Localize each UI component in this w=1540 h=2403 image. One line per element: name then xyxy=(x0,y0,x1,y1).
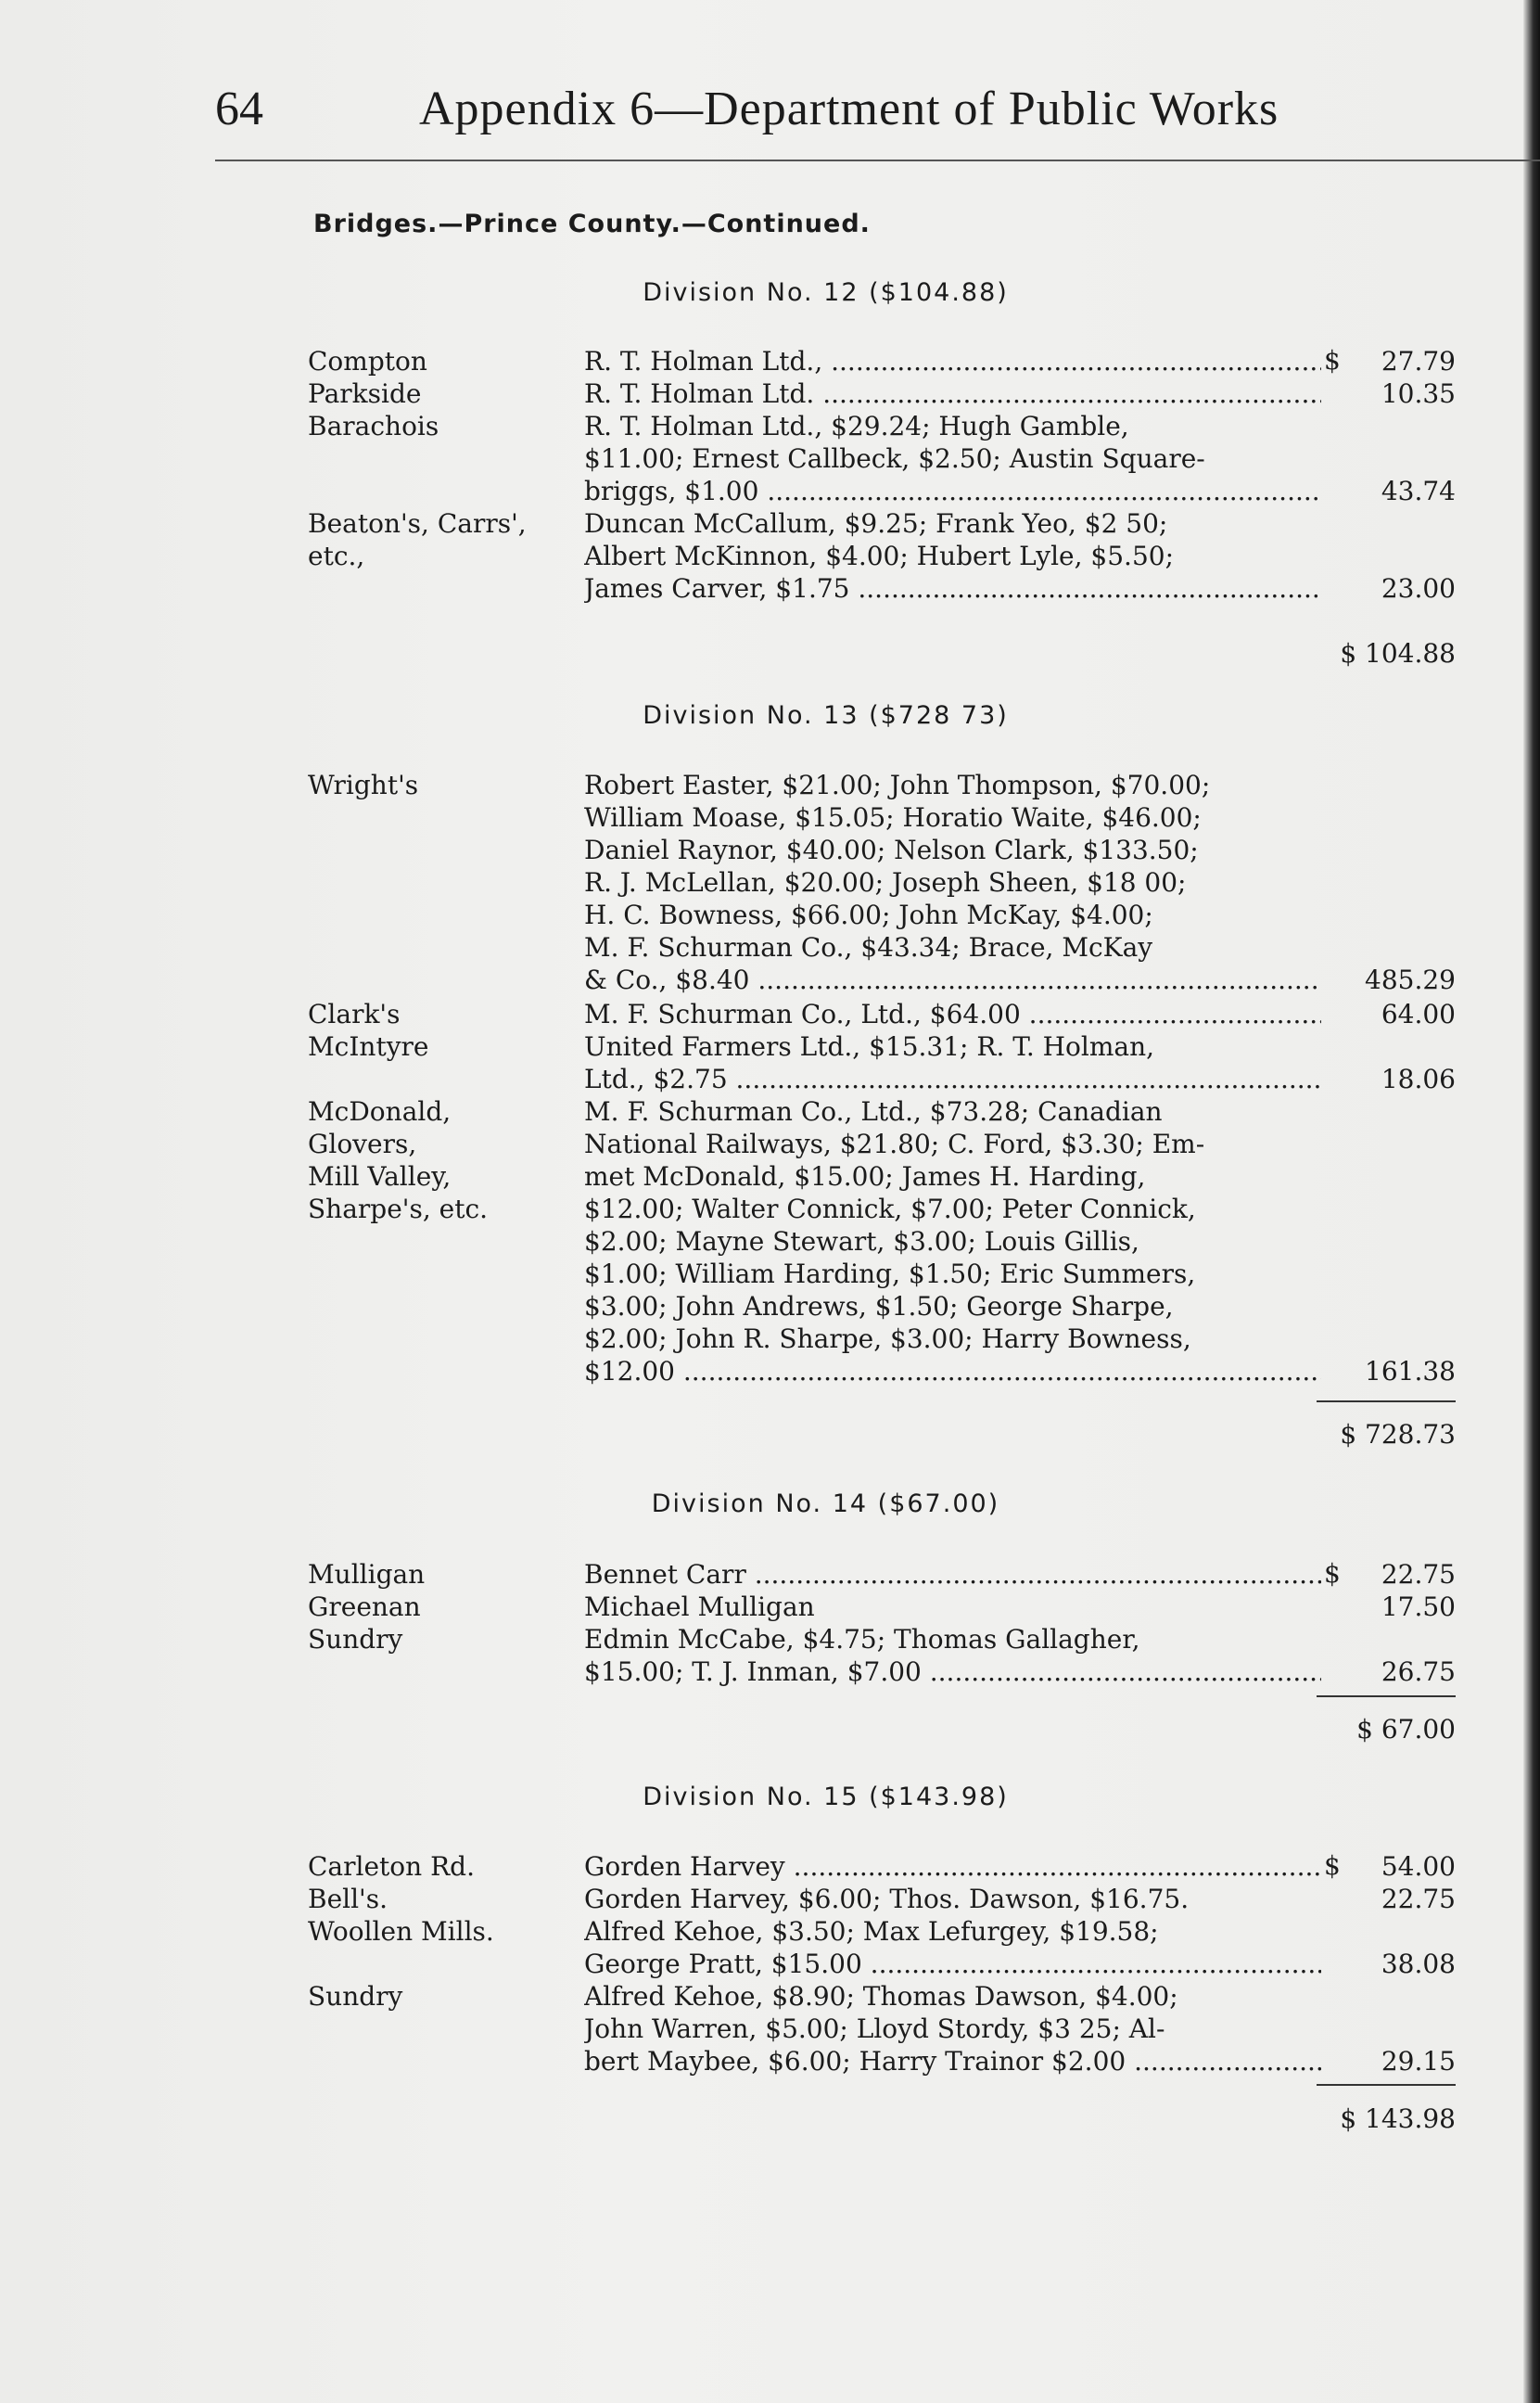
description-line: John Warren, $5.00; Lloyd Stordy, $3 25; Al- xyxy=(584,2013,1165,2044)
description-line: $12.00; Walter Connick, $7.00; Peter Connick, xyxy=(584,1194,1196,1224)
entry-description xyxy=(584,345,1321,377)
description-line: R. T. Holman Ltd., $29.24; Hugh Gamble, xyxy=(584,411,1129,441)
entry-location: Greenan xyxy=(308,1591,421,1622)
entry-description xyxy=(584,1095,1321,1387)
description-line: briggs, $1.00 ..... xyxy=(584,475,1321,507)
description-line: Alfred Kehoe, $3.50; Max Lefurgey, $19.58; xyxy=(584,1916,1159,1947)
total-rule xyxy=(1317,1695,1456,1697)
entry-description xyxy=(584,377,1321,410)
description-line: Ltd., $2.75 ..... xyxy=(584,1063,1321,1095)
description-line: $1.00; William Harding, $1.50; Eric Summers, xyxy=(584,1259,1196,1289)
entry-location: Clark's xyxy=(308,999,401,1029)
description-line: bert Maybee, $6.00; Harry Trainor $2.00 ..... xyxy=(584,2045,1321,2077)
entry-description xyxy=(584,769,1321,996)
entry-amount: 22.75 xyxy=(1381,1884,1456,1914)
description-line: M. F. Schurman Co., Ltd., $73.28; Canadian xyxy=(584,1096,1163,1127)
description-line: R. T. Holman Ltd. ..... xyxy=(584,377,1321,410)
entry-amount: 43.74 xyxy=(1381,476,1456,506)
page-header xyxy=(215,82,1328,147)
description-line: Duncan McCallum, $9.25; Frank Yeo, $2 50; xyxy=(584,508,1168,539)
entry-amount: 161.38 xyxy=(1365,1356,1456,1387)
entry-description xyxy=(584,1030,1321,1095)
division-total: $ 67.00 xyxy=(1356,1714,1456,1745)
description-line: National Railways, $21.80; C. Ford, $3.30; Em- xyxy=(584,1129,1205,1159)
entry-location: Parkside xyxy=(308,378,422,409)
entry-location: McIntyre xyxy=(308,1031,429,1062)
page-title: Appendix 6—Department of Public Works xyxy=(419,83,1279,135)
description-line: Michael Mulligan xyxy=(584,1591,815,1622)
entry-description xyxy=(584,1558,1321,1591)
entry-location: Bell's. xyxy=(308,1884,388,1914)
division-heading: Division No. 14 ($67.00) xyxy=(651,1489,1000,1518)
entry-location: Barachois xyxy=(308,411,439,441)
entry-amount: 54.00 xyxy=(1381,1851,1456,1882)
description-line: George Pratt, $15.00 ..... xyxy=(584,1948,1321,1980)
dollar-sign: $ xyxy=(1324,1558,1341,1589)
entry-location: Beaton's, Carrs', etc., xyxy=(308,508,527,571)
description-line: William Moase, $15.05; Horatio Waite, $46.00; xyxy=(584,802,1202,833)
entry-location: Mulligan xyxy=(308,1559,426,1590)
description-line: $2.00; John R. Sharpe, $3.00; Harry Bowness, xyxy=(584,1323,1191,1354)
entry-amount: 27.79 xyxy=(1381,346,1456,377)
page-edge-shadow xyxy=(1523,0,1540,2403)
entry-amount: 17.50 xyxy=(1381,1591,1456,1622)
total-rule xyxy=(1317,1400,1456,1402)
entry-location: Sundry xyxy=(308,1624,403,1655)
entry-location: Compton xyxy=(308,346,427,377)
description-line: Gorden Harvey, $6.00; Thos. Dawson, $16.75. xyxy=(584,1884,1190,1914)
entry-amount: 485.29 xyxy=(1365,965,1456,995)
entry-location: Carleton Rd. xyxy=(308,1851,475,1882)
entry-amount: 38.08 xyxy=(1381,1949,1456,1979)
description-line: met McDonald, $15.00; James H. Harding, xyxy=(584,1161,1146,1192)
entry-amount: 10.35 xyxy=(1381,378,1456,409)
page-number: 64 xyxy=(215,83,263,135)
division-heading: Division No. 15 ($143.98) xyxy=(643,1783,1009,1811)
description-line: Bennet Carr ..... xyxy=(584,1558,1321,1591)
entry-amount: 29.15 xyxy=(1381,2046,1456,2077)
entry-amount: 22.75 xyxy=(1381,1559,1456,1590)
entry-amount: 26.75 xyxy=(1381,1656,1456,1687)
description-line: $3.00; John Andrews, $1.50; George Sharpe, xyxy=(584,1291,1174,1322)
entry-description xyxy=(584,1883,1321,1915)
dollar-sign: $ xyxy=(1324,1850,1341,1881)
entry-location: Sundry xyxy=(308,1981,403,2012)
division-total: $ 143.98 xyxy=(1340,2103,1456,2134)
entry-description xyxy=(584,1915,1321,1980)
entry-amount: 18.06 xyxy=(1381,1064,1456,1094)
description-line: & Co., $8.40 ..... xyxy=(584,964,1321,996)
entry-amount: 64.00 xyxy=(1381,999,1456,1029)
total-rule xyxy=(1317,2084,1456,2086)
description-line: R. J. McLellan, $20.00; Joseph Sheen, $18 00; xyxy=(584,867,1187,898)
section-caption: Bridges.—Prince County.—Continued. xyxy=(313,210,871,238)
description-line: $2.00; Mayne Stewart, $3.00; Louis Gillis, xyxy=(584,1226,1139,1257)
description-line: Alfred Kehoe, $8.90; Thomas Dawson, $4.00; xyxy=(584,1981,1178,2012)
description-line: R. T. Holman Ltd., ..... xyxy=(584,345,1321,377)
description-line: Robert Easter, $21.00; John Thompson, $70.00; xyxy=(584,770,1211,800)
description-line: James Carver, $1.75 ..... xyxy=(584,572,1321,605)
header-rule xyxy=(215,160,1540,161)
entry-location: Woollen Mills. xyxy=(308,1916,494,1947)
entry-description xyxy=(584,1591,1321,1623)
entry-location: Wright's xyxy=(308,770,419,800)
description-line: M. F. Schurman Co., $43.34; Brace, McKay xyxy=(584,932,1153,963)
entry-description xyxy=(584,410,1321,507)
dollar-sign: $ xyxy=(1324,345,1341,376)
description-line: $11.00; Ernest Callbeck, $2.50; Austin Square- xyxy=(584,443,1205,474)
description-line: United Farmers Ltd., $15.31; R. T. Holman, xyxy=(584,1031,1155,1062)
description-line: Edmin McCabe, $4.75; Thomas Gallagher, xyxy=(584,1624,1140,1655)
entry-amount: 23.00 xyxy=(1381,573,1456,604)
entry-location: McDonald, Glovers, Mill Valley, Sharpe's, etc. xyxy=(308,1096,489,1224)
description-line: Daniel Raynor, $40.00; Nelson Clark, $133.50; xyxy=(584,835,1199,865)
division-total: $ 104.88 xyxy=(1340,638,1456,669)
entry-description xyxy=(584,1980,1321,2077)
division-heading: Division No. 13 ($728 73) xyxy=(643,701,1009,730)
description-line: Albert McKinnon, $4.00; Hubert Lyle, $5.50; xyxy=(584,541,1175,571)
description-line: M. F. Schurman Co., Ltd., $64.00 ..... xyxy=(584,998,1321,1030)
division-total: $ 728.73 xyxy=(1340,1419,1456,1450)
entry-description xyxy=(584,1623,1321,1688)
entry-description xyxy=(584,507,1321,605)
description-line: Gorden Harvey ..... xyxy=(584,1850,1321,1883)
description-line: $12.00 ..... xyxy=(584,1355,1321,1387)
description-line: $15.00; T. J. Inman, $7.00 ..... xyxy=(584,1655,1321,1688)
description-line: H. C. Bowness, $66.00; John McKay, $4.00; xyxy=(584,900,1153,930)
entry-description xyxy=(584,1850,1321,1883)
entry-description xyxy=(584,998,1321,1030)
division-heading: Division No. 12 ($104.88) xyxy=(643,278,1009,307)
